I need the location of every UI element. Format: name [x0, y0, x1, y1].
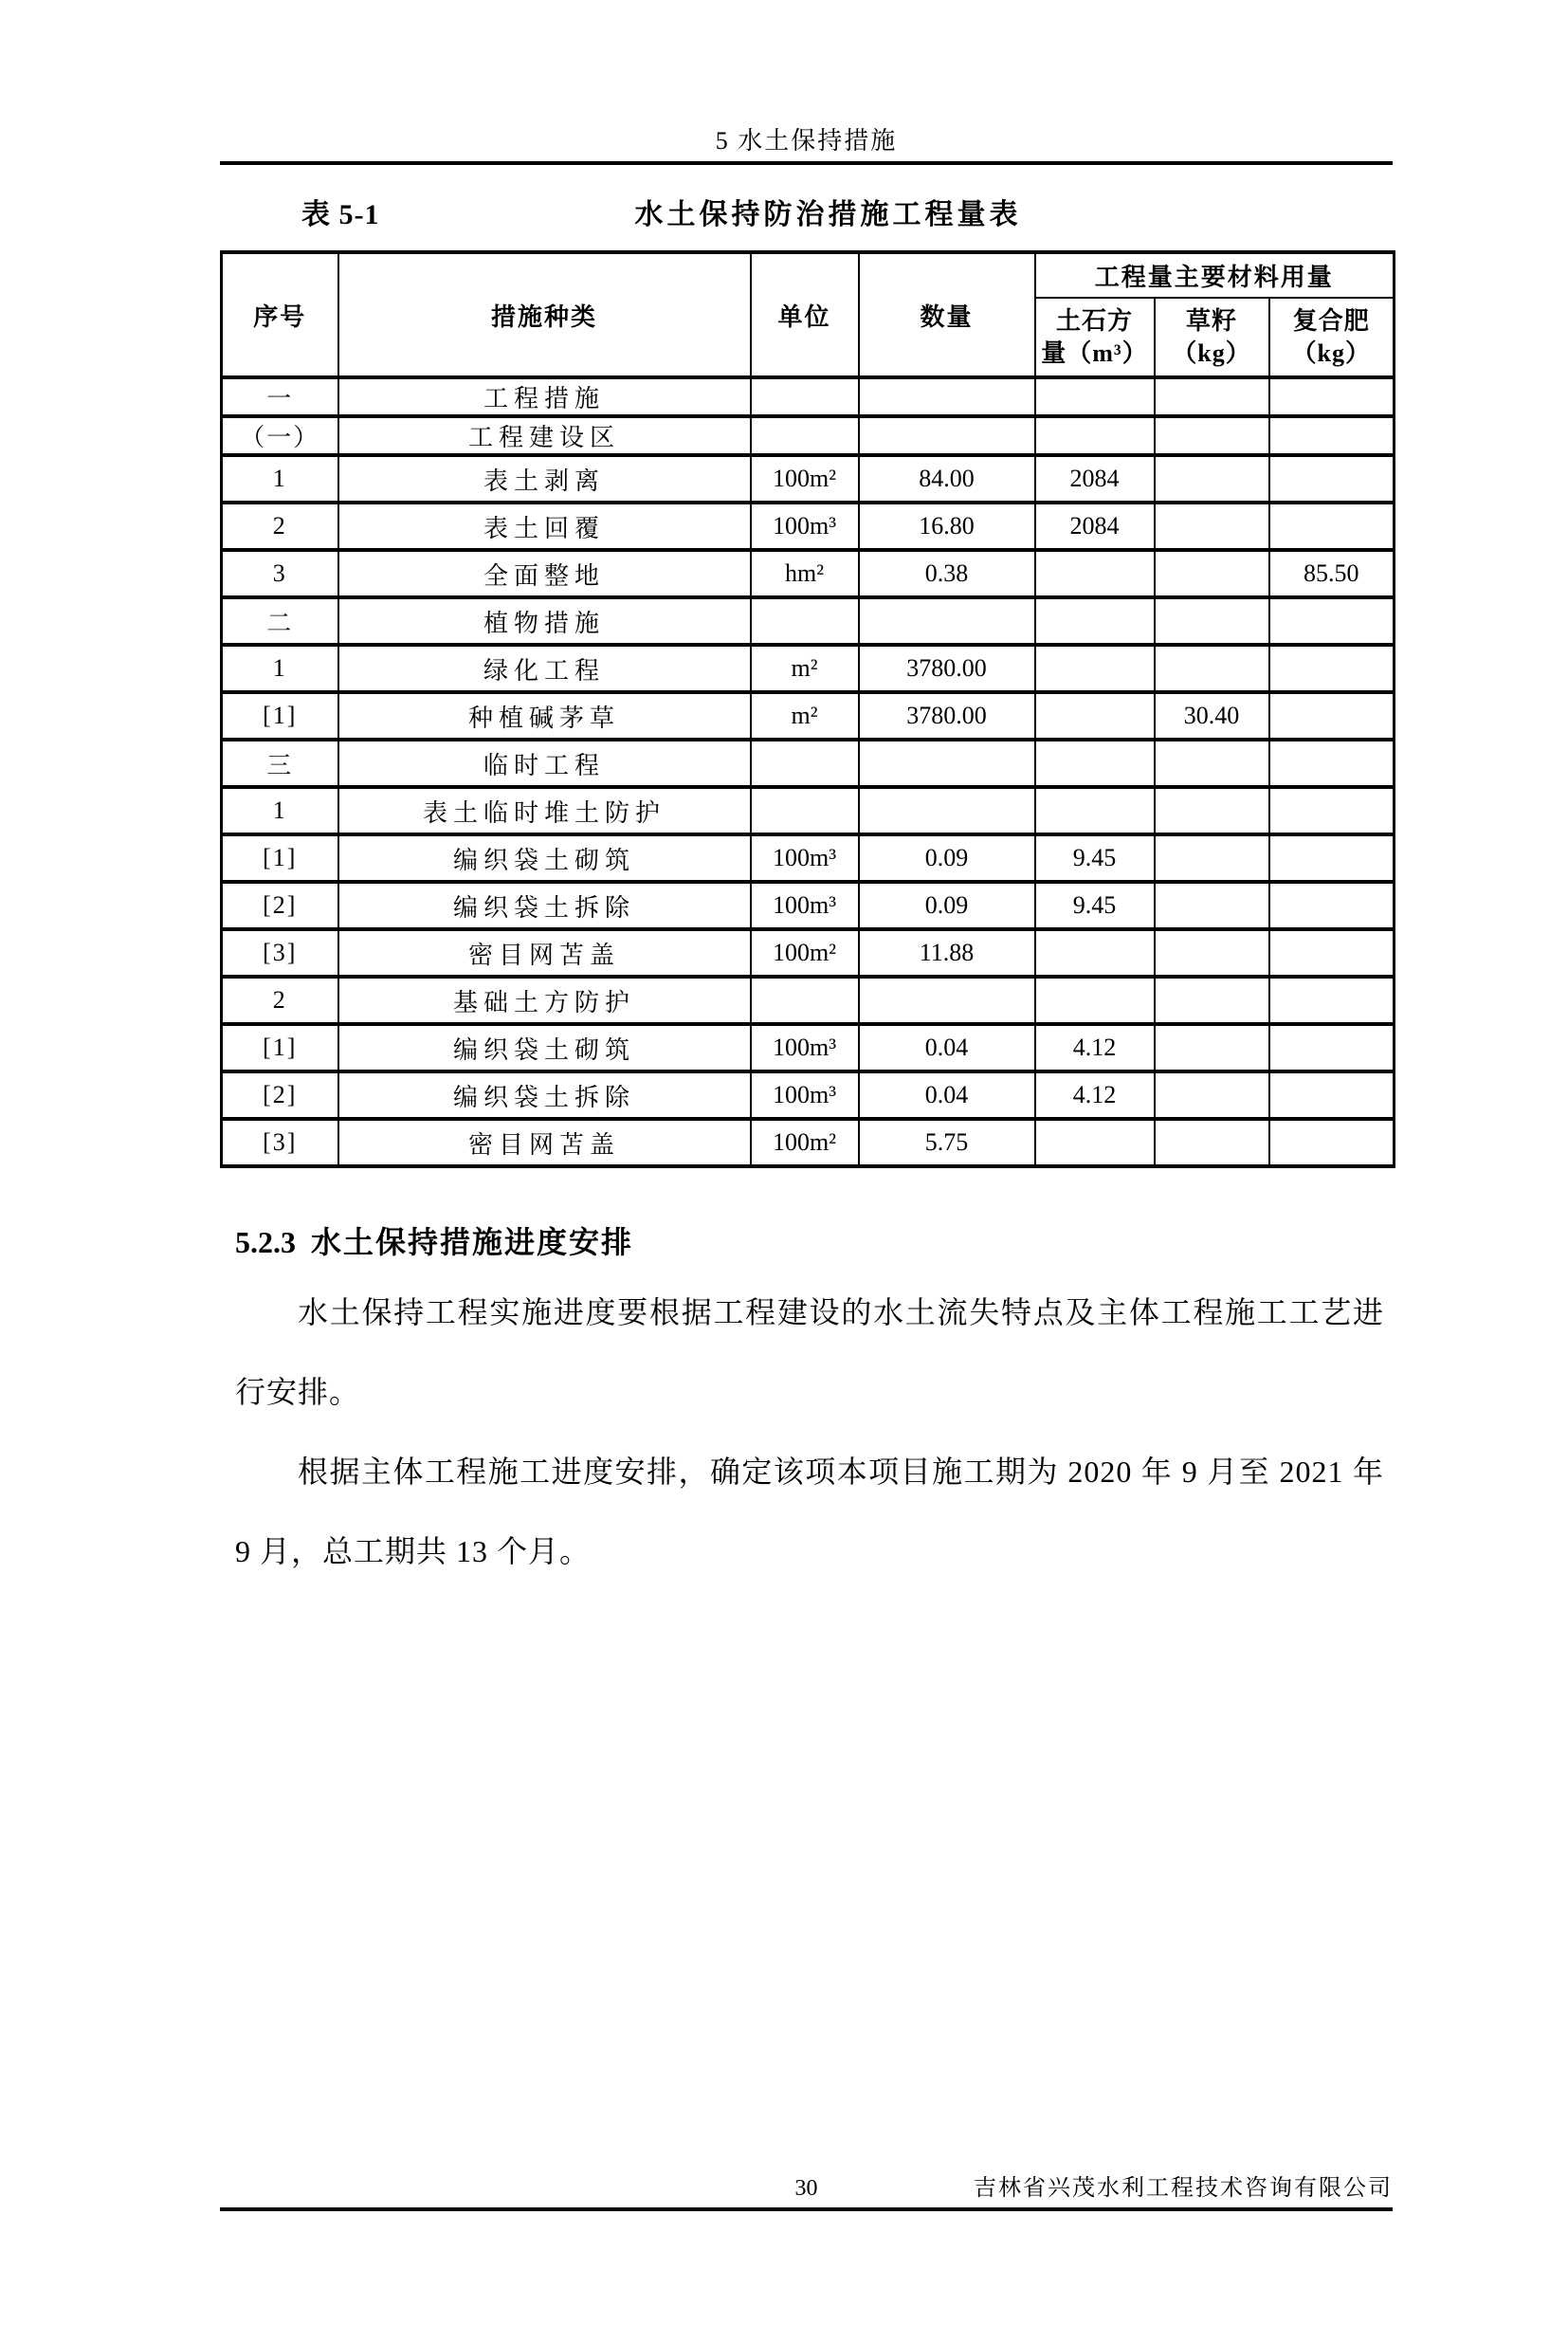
- table-row: [222, 1071, 1395, 1119]
- cell-earthwork: [1035, 550, 1155, 597]
- cell-no: 2: [222, 503, 338, 550]
- header-cell-fertilizer-line2: （kg）: [1291, 339, 1371, 367]
- cell-quantity: 11.88: [859, 929, 1035, 977]
- cell-seed: [1155, 645, 1269, 692]
- cell-earthwork: [1035, 692, 1155, 740]
- cell-unit: [751, 377, 859, 416]
- table-row: [222, 740, 1395, 787]
- cell-earthwork: [1035, 416, 1155, 455]
- table-caption-title: 水土保持防治措施工程量表: [634, 199, 1022, 230]
- cell-fertilizer: [1269, 977, 1395, 1024]
- cell-earthwork: [1035, 787, 1155, 834]
- cell-quantity: [859, 977, 1035, 1024]
- cell-seed: [1155, 550, 1269, 597]
- cell-measure: 基础土方防护: [338, 977, 751, 1024]
- section-title: 水土保持措施进度安排: [311, 1225, 634, 1259]
- cell-no: 2: [222, 977, 338, 1024]
- table-row: [222, 929, 1395, 977]
- cell-measure: 编织袋土拆除: [338, 882, 751, 929]
- cell-no: 1: [222, 455, 338, 503]
- cell-earthwork: [1035, 740, 1155, 787]
- paragraph-line: 9 月，总工期共 13 个月。: [235, 1534, 592, 1568]
- cell-no: [2]: [222, 882, 338, 929]
- cell-measure: 种植碱茅草: [338, 692, 751, 740]
- header-cell-measure: 措施种类: [338, 252, 751, 377]
- cell-seed: [1155, 377, 1269, 416]
- cell-quantity: [859, 787, 1035, 834]
- header-rule: [220, 161, 1393, 165]
- cell-earthwork: [1035, 597, 1155, 645]
- cell-unit: m²: [751, 692, 859, 740]
- section-body: [235, 1272, 1384, 1591]
- cell-seed: [1155, 1119, 1269, 1166]
- header-cell-no: 序号: [222, 252, 338, 377]
- cell-fertilizer: [1269, 787, 1395, 834]
- section-heading: [235, 1221, 1393, 1263]
- cell-unit: [751, 787, 859, 834]
- header-cell-fertilizer: [1269, 298, 1395, 377]
- cell-seed: [1155, 740, 1269, 787]
- measures-quantity-table: [220, 250, 1395, 1168]
- cell-unit: [751, 416, 859, 455]
- cell-measure: 编织袋土砌筑: [338, 834, 751, 882]
- cell-earthwork: [1035, 377, 1155, 416]
- table-row: [222, 977, 1395, 1024]
- table-header-row-1: [222, 252, 1395, 298]
- footer-company-name: 吉林省兴茂水利工程技术咨询有限公司: [974, 2176, 1393, 2201]
- cell-quantity: 3780.00: [859, 692, 1035, 740]
- page-footer: [220, 2168, 1393, 2211]
- cell-fertilizer: [1269, 834, 1395, 882]
- cell-no: （一）: [222, 416, 338, 455]
- cell-measure: 编织袋土拆除: [338, 1071, 751, 1119]
- table-row: [222, 1119, 1395, 1166]
- cell-measure: 编织袋土砌筑: [338, 1024, 751, 1071]
- cell-seed: [1155, 503, 1269, 550]
- table-row: [222, 550, 1395, 597]
- cell-unit: 100m²: [751, 455, 859, 503]
- table-caption-label: 表 5-1: [301, 199, 380, 230]
- cell-no: 三: [222, 740, 338, 787]
- cell-no: 1: [222, 787, 338, 834]
- header-cell-unit: 单位: [751, 252, 859, 377]
- cell-fertilizer: [1269, 416, 1395, 455]
- cell-seed: [1155, 834, 1269, 882]
- cell-quantity: 84.00: [859, 455, 1035, 503]
- cell-measure: 绿化工程: [338, 645, 751, 692]
- footer-text-row: [220, 2168, 1393, 2205]
- cell-seed: [1155, 597, 1269, 645]
- table-row: [222, 1024, 1395, 1071]
- cell-earthwork: [1035, 645, 1155, 692]
- page-header-title: 5 水土保持措施: [715, 127, 898, 155]
- cell-no: [2]: [222, 1071, 338, 1119]
- cell-fertilizer: [1269, 882, 1395, 929]
- cell-quantity: 0.04: [859, 1071, 1035, 1119]
- cell-measure: 表土剥离: [338, 455, 751, 503]
- header-cell-seed-line1: 草籽: [1185, 306, 1237, 335]
- header-cell-seed-line2: （kg）: [1172, 339, 1251, 367]
- cell-earthwork: 4.12: [1035, 1024, 1155, 1071]
- header-cell-earthwork-line2: 量（m³）: [1041, 339, 1148, 367]
- cell-quantity: 3780.00: [859, 645, 1035, 692]
- cell-measure: 工程措施: [338, 377, 751, 416]
- cell-fertilizer: [1269, 1071, 1395, 1119]
- cell-measure: 工程建设区: [338, 416, 751, 455]
- cell-unit: [751, 977, 859, 1024]
- cell-seed: [1155, 416, 1269, 455]
- cell-earthwork: 4.12: [1035, 1071, 1155, 1119]
- paragraph: [235, 1432, 1384, 1591]
- cell-unit: [751, 740, 859, 787]
- cell-seed: [1155, 1024, 1269, 1071]
- cell-seed: [1155, 1071, 1269, 1119]
- cell-fertilizer: [1269, 455, 1395, 503]
- cell-unit: [751, 597, 859, 645]
- table-row: [222, 503, 1395, 550]
- cell-quantity: 0.09: [859, 882, 1035, 929]
- table-caption: [220, 194, 1393, 236]
- cell-unit: hm²: [751, 550, 859, 597]
- table-row: [222, 834, 1395, 882]
- table-body: [222, 377, 1395, 1166]
- cell-no: 1: [222, 645, 338, 692]
- cell-fertilizer: [1269, 377, 1395, 416]
- cell-unit: m²: [751, 645, 859, 692]
- table-row: [222, 377, 1395, 416]
- header-cell-earthwork-line1: 土石方: [1055, 306, 1133, 335]
- cell-earthwork: 9.45: [1035, 834, 1155, 882]
- cell-no: [3]: [222, 929, 338, 977]
- cell-measure: 表土回覆: [338, 503, 751, 550]
- table-head: [222, 252, 1395, 377]
- cell-no: [1]: [222, 834, 338, 882]
- paragraph-line: 行安排。: [235, 1375, 361, 1409]
- table-row: [222, 692, 1395, 740]
- page-number: 30: [794, 2176, 818, 2201]
- section-number: 5.2.3: [235, 1225, 296, 1259]
- cell-quantity: [859, 597, 1035, 645]
- cell-no: 一: [222, 377, 338, 416]
- cell-measure: 植物措施: [338, 597, 751, 645]
- cell-unit: 100m³: [751, 1024, 859, 1071]
- cell-unit: 100m²: [751, 929, 859, 977]
- cell-no: [1]: [222, 692, 338, 740]
- cell-quantity: 5.75: [859, 1119, 1035, 1166]
- header-cell-quantity: 数量: [859, 252, 1035, 377]
- cell-fertilizer: [1269, 929, 1395, 977]
- cell-unit: 100m²: [751, 1119, 859, 1166]
- cell-seed: [1155, 929, 1269, 977]
- header-cell-seed: [1155, 298, 1269, 377]
- paragraph-line: 水土保持工程实施进度要根据工程建设的水土流失特点及主体工程施工工艺进: [298, 1295, 1384, 1329]
- cell-earthwork: [1035, 977, 1155, 1024]
- cell-earthwork: [1035, 1119, 1155, 1166]
- cell-fertilizer: [1269, 503, 1395, 550]
- cell-measure: 表土临时堆土防护: [338, 787, 751, 834]
- cell-measure: 密目网苫盖: [338, 929, 751, 977]
- cell-earthwork: 2084: [1035, 503, 1155, 550]
- header-cell-materials-group: 工程量主要材料用量: [1035, 252, 1395, 298]
- cell-fertilizer: [1269, 1024, 1395, 1071]
- cell-fertilizer: 85.50: [1269, 550, 1395, 597]
- cell-quantity: 0.04: [859, 1024, 1035, 1071]
- footer-rule: [220, 2207, 1393, 2211]
- cell-no: [3]: [222, 1119, 338, 1166]
- cell-unit: 100m³: [751, 834, 859, 882]
- table-row: [222, 645, 1395, 692]
- cell-seed: [1155, 455, 1269, 503]
- cell-no: [1]: [222, 1024, 338, 1071]
- header-cell-earthwork: [1035, 298, 1155, 377]
- cell-seed: [1155, 787, 1269, 834]
- cell-no: 二: [222, 597, 338, 645]
- header-cell-fertilizer-line1: 复合肥: [1292, 306, 1370, 335]
- cell-unit: 100m³: [751, 1071, 859, 1119]
- cell-measure: 临时工程: [338, 740, 751, 787]
- cell-fertilizer: [1269, 692, 1395, 740]
- cell-unit: 100m³: [751, 503, 859, 550]
- table-row: [222, 787, 1395, 834]
- cell-no: 3: [222, 550, 338, 597]
- cell-fertilizer: [1269, 740, 1395, 787]
- cell-seed: [1155, 882, 1269, 929]
- cell-quantity: 16.80: [859, 503, 1035, 550]
- cell-quantity: [859, 377, 1035, 416]
- cell-measure: 全面整地: [338, 550, 751, 597]
- cell-earthwork: [1035, 929, 1155, 977]
- table-row: [222, 882, 1395, 929]
- cell-seed: 30.40: [1155, 692, 1269, 740]
- cell-measure: 密目网苫盖: [338, 1119, 751, 1166]
- document-page: [0, 125, 1568, 2343]
- cell-earthwork: 9.45: [1035, 882, 1155, 929]
- table-row: [222, 416, 1395, 455]
- cell-fertilizer: [1269, 1119, 1395, 1166]
- table-row: [222, 597, 1395, 645]
- paragraph-line: 根据主体工程施工进度安排，确定该项本项目施工期为 2020 年 9 月至 2021 年: [298, 1455, 1384, 1489]
- cell-earthwork: 2084: [1035, 455, 1155, 503]
- cell-quantity: [859, 416, 1035, 455]
- cell-quantity: 0.38: [859, 550, 1035, 597]
- table-row: [222, 455, 1395, 503]
- cell-unit: 100m³: [751, 882, 859, 929]
- cell-quantity: [859, 740, 1035, 787]
- cell-fertilizer: [1269, 597, 1395, 645]
- paragraph: [235, 1272, 1384, 1432]
- cell-fertilizer: [1269, 645, 1395, 692]
- cell-seed: [1155, 977, 1269, 1024]
- cell-quantity: 0.09: [859, 834, 1035, 882]
